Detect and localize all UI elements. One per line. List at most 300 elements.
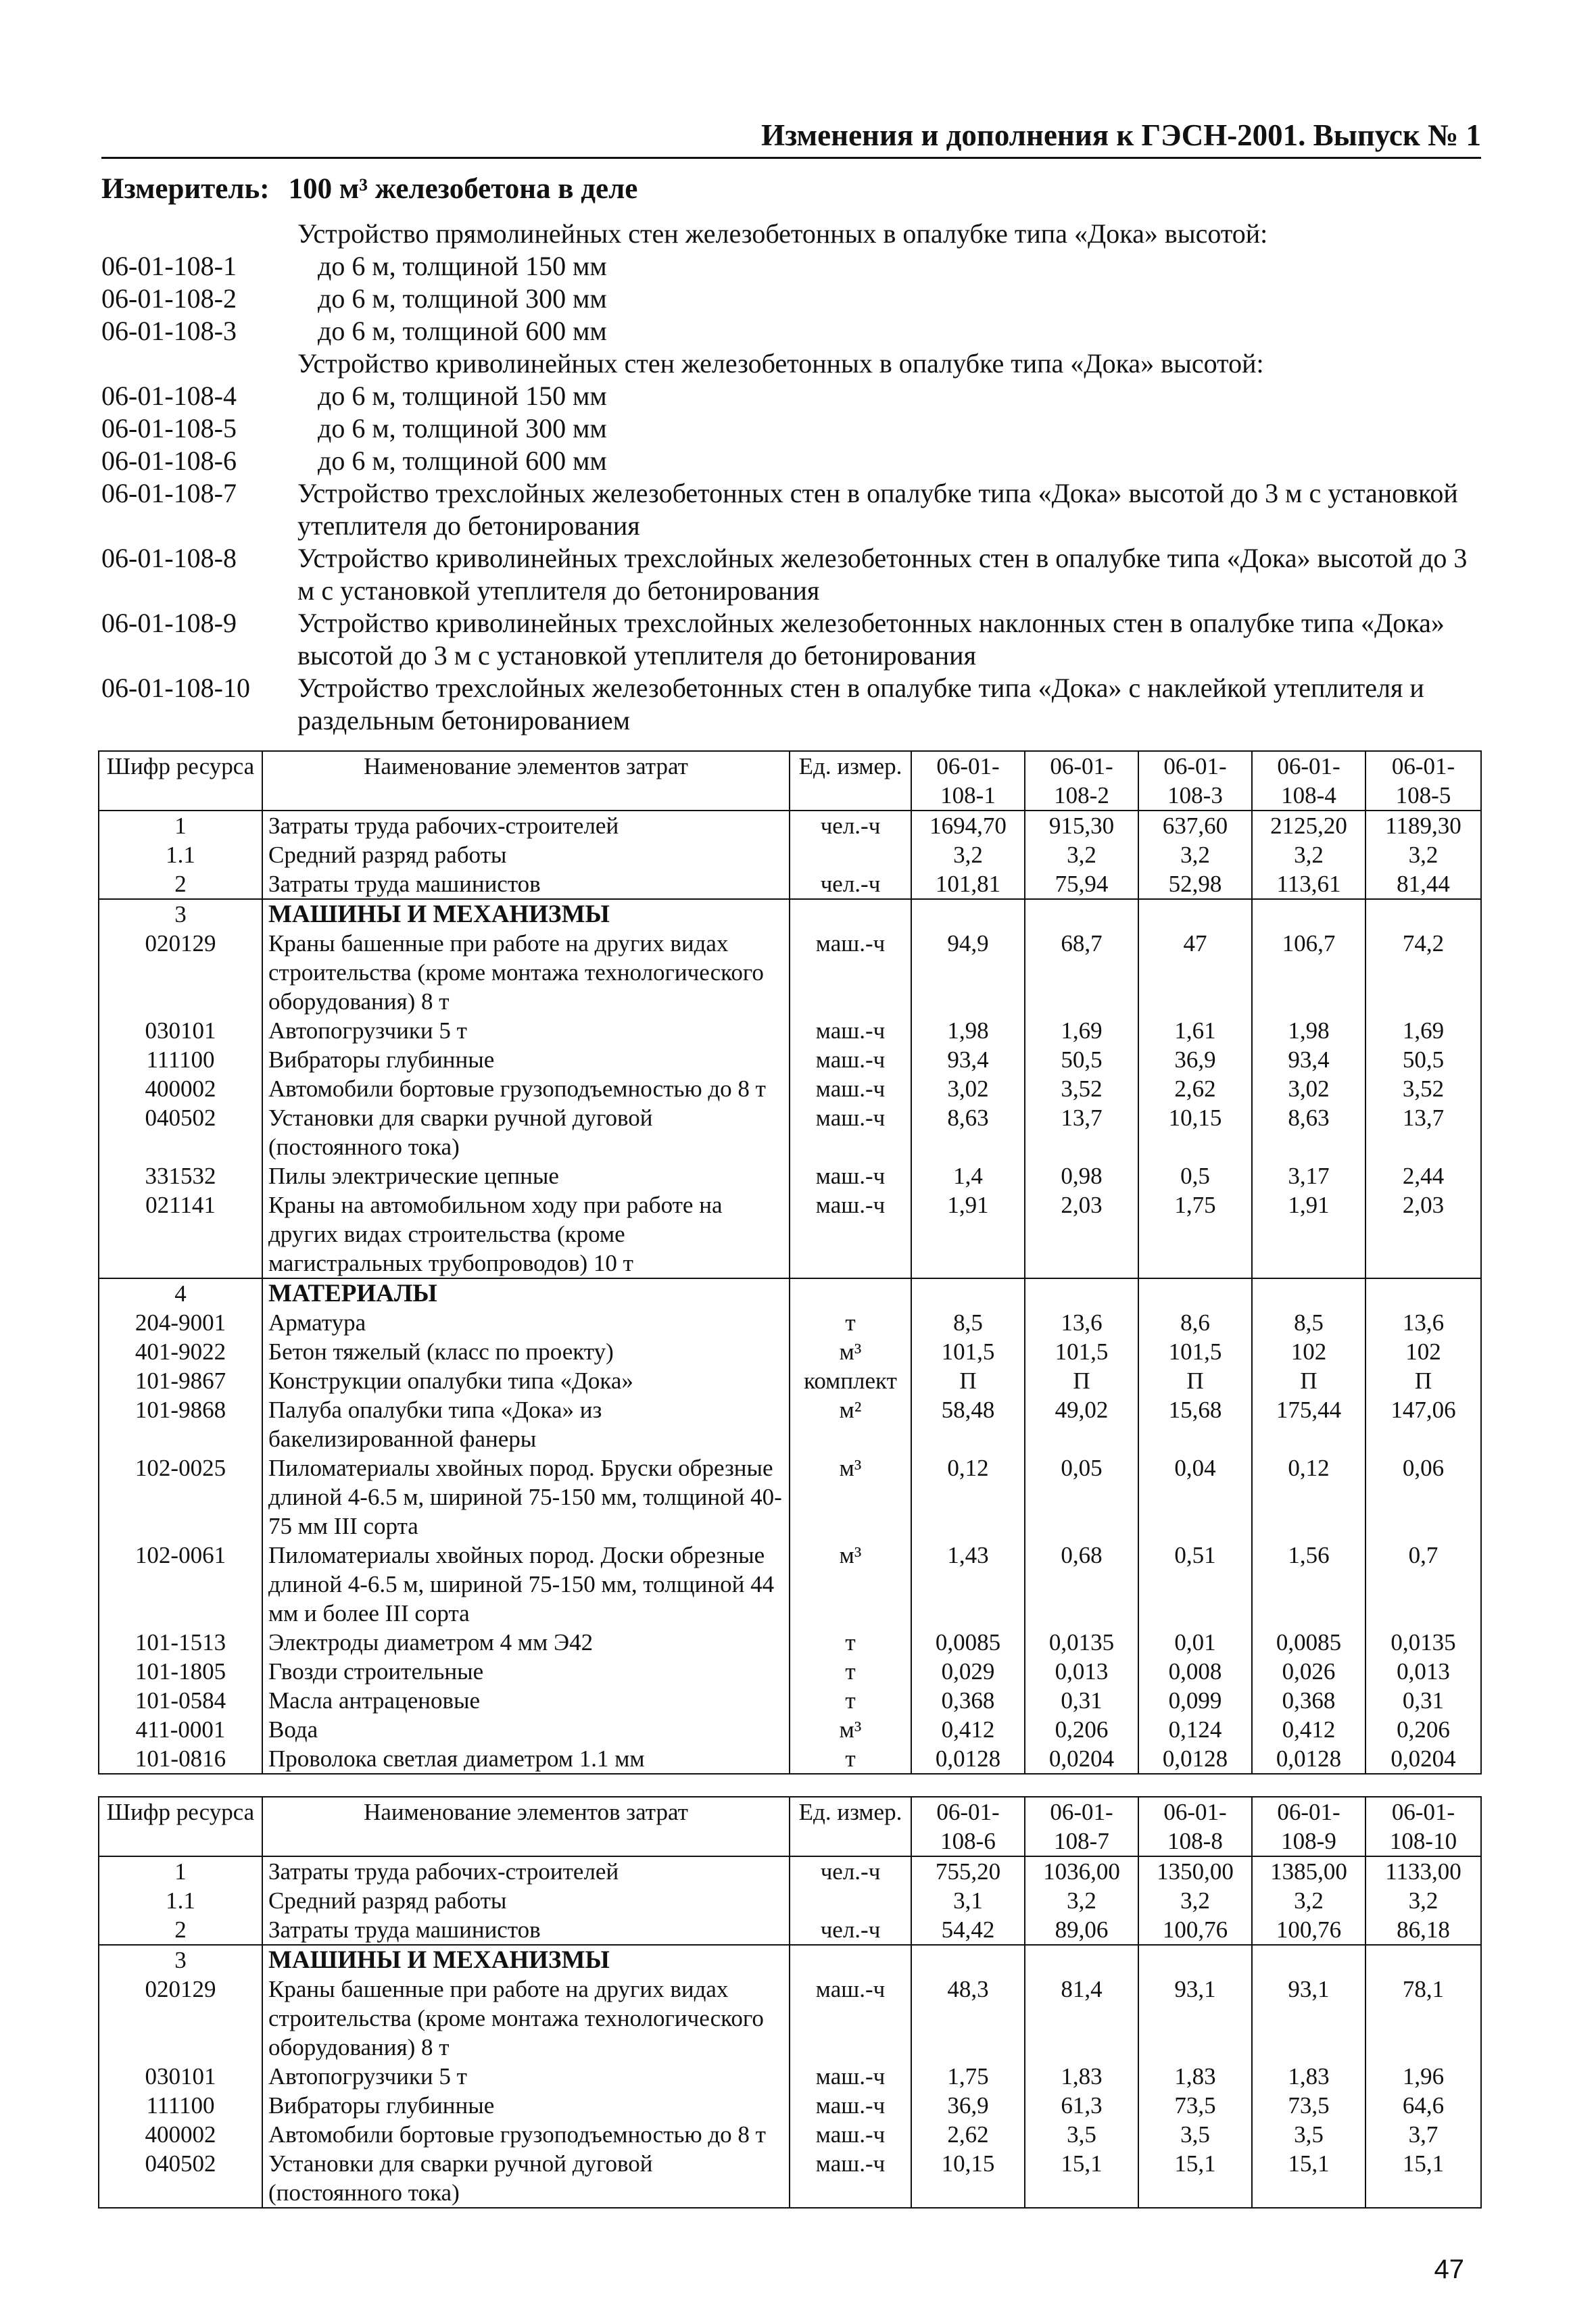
unit-of-measure: т bbox=[790, 1657, 911, 1686]
unit-of-measure bbox=[790, 1945, 911, 1975]
resource-code: 1.1 bbox=[99, 1886, 262, 1915]
column-header: Ед. измер. bbox=[790, 1797, 911, 1856]
table-row bbox=[99, 1395, 1481, 1453]
resource-code: 401-9022 bbox=[99, 1337, 262, 1366]
value-cell: 2,03 bbox=[1365, 1190, 1481, 1278]
code-line bbox=[101, 542, 1487, 607]
value-cell: 1,43 bbox=[911, 1541, 1025, 1628]
value-cell: 0,0128 bbox=[911, 1744, 1025, 1774]
value-cell: 15,1 bbox=[1025, 2149, 1138, 2208]
value-cell: 0,029 bbox=[911, 1657, 1025, 1686]
resource-name: Вибраторы глубинные bbox=[262, 2091, 790, 2120]
value-cell: 8,5 bbox=[911, 1308, 1025, 1337]
value-cell: 8,63 bbox=[911, 1103, 1025, 1161]
resource-name: Затраты труда машинистов bbox=[262, 1915, 790, 1945]
resource-name: МАШИНЫ И МЕХАНИЗМЫ bbox=[262, 899, 790, 929]
work-description: Устройство криволинейных стен железобетонных в опалубке типа «Дока» высотой: bbox=[297, 348, 1264, 379]
value-cell: 8,6 bbox=[1138, 1308, 1252, 1337]
column-header: 06-01-108-10 bbox=[1365, 1797, 1481, 1856]
value-cell: 1,98 bbox=[1252, 1016, 1365, 1045]
value-cell: 52,98 bbox=[1138, 869, 1252, 899]
value-cell: 0,98 bbox=[1025, 1161, 1138, 1190]
unit-of-measure: чел.-ч bbox=[790, 1915, 911, 1945]
value-cell: 3,2 bbox=[1252, 1886, 1365, 1915]
value-cell: 13,6 bbox=[1025, 1308, 1138, 1337]
value-cell: 73,5 bbox=[1252, 2091, 1365, 2120]
value-cell: 50,5 bbox=[1025, 1045, 1138, 1074]
value-cell: 3,52 bbox=[1025, 1074, 1138, 1103]
value-cell: 2,03 bbox=[1025, 1190, 1138, 1278]
value-cell: 78,1 bbox=[1365, 1975, 1481, 2062]
table-row bbox=[99, 1657, 1481, 1686]
unit-of-measure: маш.-ч bbox=[790, 1975, 911, 2062]
resource-name: Краны на автомобильном ходу при работе на других видах строительства (кроме магистральных трубопроводов) 10 т bbox=[262, 1190, 790, 1278]
value-cell bbox=[1025, 1278, 1138, 1308]
value-cell: 3,1 bbox=[911, 1886, 1025, 1915]
resource-code: 2 bbox=[99, 1915, 262, 1945]
measure-value: 100 м³ железобетона в деле bbox=[288, 173, 638, 205]
resource-name: Автопогрузчики 5 т bbox=[262, 1016, 790, 1045]
table-row bbox=[99, 2091, 1481, 2120]
value-cell: 73,5 bbox=[1138, 2091, 1252, 2120]
resource-name: Краны башенные при работе на других видах строительства (кроме монтажа технологического оборудования) 8 т bbox=[262, 1975, 790, 2062]
resource-name: Электроды диаметром 4 мм Э42 bbox=[262, 1628, 790, 1657]
value-cell bbox=[1365, 1945, 1481, 1975]
value-cell: 1,75 bbox=[1138, 1190, 1252, 1278]
unit-of-measure bbox=[790, 1886, 911, 1915]
value-cell: 2,62 bbox=[911, 2120, 1025, 2149]
value-cell: 1,83 bbox=[1252, 2062, 1365, 2091]
table-row bbox=[99, 1016, 1481, 1045]
value-cell: 0,01 bbox=[1138, 1628, 1252, 1657]
value-cell: 3,2 bbox=[1252, 840, 1365, 869]
value-cell: 93,4 bbox=[911, 1045, 1025, 1074]
unit-of-measure bbox=[790, 840, 911, 869]
value-cell: 68,7 bbox=[1025, 929, 1138, 1016]
page-number: 47 bbox=[1434, 2254, 1464, 2284]
unit-of-measure bbox=[790, 1278, 911, 1308]
value-cell: 0,31 bbox=[1365, 1686, 1481, 1715]
work-code: 06-01-108-9 bbox=[101, 608, 237, 638]
resource-code: 3 bbox=[99, 899, 262, 929]
value-cell: 3,2 bbox=[1138, 1886, 1252, 1915]
resource-name: Арматура bbox=[262, 1308, 790, 1337]
column-header: Наименование элементов затрат bbox=[262, 751, 790, 811]
value-cell: 0,206 bbox=[1365, 1715, 1481, 1744]
resource-name: Средний разряд работы bbox=[262, 1886, 790, 1915]
code-line bbox=[101, 672, 1487, 737]
value-cell: 36,9 bbox=[1138, 1045, 1252, 1074]
value-cell: 93,1 bbox=[1252, 1975, 1365, 2062]
code-line bbox=[101, 380, 1487, 412]
value-cell: 0,31 bbox=[1025, 1686, 1138, 1715]
column-header: 06-01-108-8 bbox=[1138, 1797, 1252, 1856]
value-cell: 0,026 bbox=[1252, 1657, 1365, 1686]
value-cell bbox=[911, 1945, 1025, 1975]
table-row bbox=[99, 2120, 1481, 2149]
value-cell: 13,7 bbox=[1365, 1103, 1481, 1161]
work-code: 06-01-108-6 bbox=[101, 445, 237, 476]
value-cell: 0,5 bbox=[1138, 1161, 1252, 1190]
resource-code: 331532 bbox=[99, 1161, 262, 1190]
resource-name: Бетон тяжелый (класс по проекту) bbox=[262, 1337, 790, 1366]
unit-of-measure: т bbox=[790, 1686, 911, 1715]
resource-name: Пиломатериалы хвойных пород. Бруски обрезные длиной 4-6.5 м, шириной 75-150 мм, толщиной 40-75 мм III сорта bbox=[262, 1453, 790, 1541]
value-cell: 15,1 bbox=[1138, 2149, 1252, 2208]
resource-code: 040502 bbox=[99, 2149, 262, 2208]
value-cell: 3,2 bbox=[911, 840, 1025, 869]
table-row bbox=[99, 811, 1481, 840]
value-cell: 1350,00 bbox=[1138, 1856, 1252, 1886]
resource-code: 020129 bbox=[99, 929, 262, 1016]
column-header: 06-01-108-4 bbox=[1252, 751, 1365, 811]
column-header: Шифр ресурса bbox=[99, 751, 262, 811]
resource-name: Вода bbox=[262, 1715, 790, 1744]
resource-table-1 bbox=[98, 750, 1482, 1775]
table-row bbox=[99, 1915, 1481, 1945]
resource-code: 030101 bbox=[99, 2062, 262, 2091]
value-cell: 1,75 bbox=[911, 2062, 1025, 2091]
code-line bbox=[101, 445, 1487, 477]
work-code: 06-01-108-8 bbox=[101, 543, 237, 573]
table-row bbox=[99, 1103, 1481, 1161]
value-cell: 3,17 bbox=[1252, 1161, 1365, 1190]
unit-of-measure: маш.-ч bbox=[790, 2149, 911, 2208]
resource-name: Автомобили бортовые грузоподъемностью до 8 т bbox=[262, 2120, 790, 2149]
value-cell: 0,099 bbox=[1138, 1686, 1252, 1715]
resource-code: 111100 bbox=[99, 2091, 262, 2120]
value-cell: 100,76 bbox=[1252, 1915, 1365, 1945]
resource-code: 040502 bbox=[99, 1103, 262, 1161]
column-header: 06-01-108-2 bbox=[1025, 751, 1138, 811]
value-cell: 93,1 bbox=[1138, 1975, 1252, 2062]
value-cell: 0,412 bbox=[1252, 1715, 1365, 1744]
value-cell: П bbox=[1138, 1366, 1252, 1395]
code-line bbox=[101, 218, 1487, 250]
value-cell: 1694,70 bbox=[911, 811, 1025, 840]
value-cell: 3,2 bbox=[1365, 1886, 1481, 1915]
resource-code: 101-9867 bbox=[99, 1366, 262, 1395]
work-description: до 6 м, толщиной 600 мм bbox=[318, 316, 607, 346]
value-cell: 3,52 bbox=[1365, 1074, 1481, 1103]
resource-name: Вибраторы глубинные bbox=[262, 1045, 790, 1074]
value-cell: 1,61 bbox=[1138, 1016, 1252, 1045]
value-cell: 3,2 bbox=[1025, 840, 1138, 869]
value-cell: 0,12 bbox=[1252, 1453, 1365, 1541]
work-code: 06-01-108-7 bbox=[101, 478, 237, 508]
unit-of-measure: чел.-ч bbox=[790, 1856, 911, 1886]
resource-code: 1.1 bbox=[99, 840, 262, 869]
unit-of-measure: маш.-ч bbox=[790, 929, 911, 1016]
value-cell: 0,0128 bbox=[1252, 1744, 1365, 1774]
table-header-row bbox=[99, 751, 1481, 811]
resource-name: Палуба опалубки типа «Дока» из бакелизированной фанеры bbox=[262, 1395, 790, 1453]
code-line bbox=[101, 250, 1487, 283]
unit-of-measure: м³ bbox=[790, 1715, 911, 1744]
value-cell: 3,5 bbox=[1025, 2120, 1138, 2149]
work-code bbox=[101, 218, 297, 250]
unit-of-measure: м² bbox=[790, 1395, 911, 1453]
value-cell: 0,7 bbox=[1365, 1541, 1481, 1628]
resource-name: Затраты труда рабочих-строителей bbox=[262, 811, 790, 840]
value-cell: 3,2 bbox=[1365, 840, 1481, 869]
value-cell: 1385,00 bbox=[1252, 1856, 1365, 1886]
section-row bbox=[99, 1278, 1481, 1308]
value-cell bbox=[1365, 1278, 1481, 1308]
table-row bbox=[99, 869, 1481, 899]
value-cell: 0,06 bbox=[1365, 1453, 1481, 1541]
table-row bbox=[99, 1686, 1481, 1715]
work-description: до 6 м, толщиной 300 мм bbox=[318, 283, 607, 314]
value-cell bbox=[1138, 899, 1252, 929]
unit-of-measure: маш.-ч bbox=[790, 1103, 911, 1161]
unit-of-measure: т bbox=[790, 1628, 911, 1657]
code-line bbox=[101, 607, 1487, 672]
resource-name: Установки для сварки ручной дуговой (постоянного тока) bbox=[262, 1103, 790, 1161]
unit-of-measure: маш.-ч bbox=[790, 2120, 911, 2149]
work-description: Устройство трехслойных железобетонных стен в опалубке типа «Дока» высотой до 3 м с установкой утеплителя до бетонирования bbox=[297, 478, 1458, 541]
value-cell: П bbox=[1252, 1366, 1365, 1395]
table-row bbox=[99, 1190, 1481, 1278]
unit-of-measure: маш.-ч bbox=[790, 1161, 911, 1190]
value-cell: 0,124 bbox=[1138, 1715, 1252, 1744]
unit-of-measure: м³ bbox=[790, 1541, 911, 1628]
value-cell: П bbox=[1365, 1366, 1481, 1395]
value-cell: 0,206 bbox=[1025, 1715, 1138, 1744]
value-cell bbox=[1138, 1945, 1252, 1975]
resource-name: Пиломатериалы хвойных пород. Доски обрезные длиной 4-6.5 м, шириной 75-150 мм, толщиной 44 мм и более III сорта bbox=[262, 1541, 790, 1628]
table-row bbox=[99, 1337, 1481, 1366]
value-cell bbox=[1252, 1945, 1365, 1975]
resource-code: 204-9001 bbox=[99, 1308, 262, 1337]
unit-of-measure: т bbox=[790, 1308, 911, 1337]
value-cell: 0,013 bbox=[1365, 1657, 1481, 1686]
resource-code: 400002 bbox=[99, 2120, 262, 2149]
value-cell: 81,4 bbox=[1025, 1975, 1138, 2062]
value-cell: 1,98 bbox=[911, 1016, 1025, 1045]
resource-name: Установки для сварки ручной дуговой (постоянного тока) bbox=[262, 2149, 790, 2208]
resource-code: 111100 bbox=[99, 1045, 262, 1074]
value-cell: 48,3 bbox=[911, 1975, 1025, 2062]
table-row bbox=[99, 1366, 1481, 1395]
value-cell bbox=[1252, 1278, 1365, 1308]
value-cell: 61,3 bbox=[1025, 2091, 1138, 2120]
value-cell: 101,5 bbox=[1025, 1337, 1138, 1366]
resource-name: Конструкции опалубки типа «Дока» bbox=[262, 1366, 790, 1395]
table-row bbox=[99, 1975, 1481, 2062]
unit-of-measure: чел.-ч bbox=[790, 811, 911, 840]
value-cell: 2125,20 bbox=[1252, 811, 1365, 840]
value-cell: 13,6 bbox=[1365, 1308, 1481, 1337]
resource-name: Автомобили бортовые грузоподъемностью до 8 т bbox=[262, 1074, 790, 1103]
work-code: 06-01-108-5 bbox=[101, 413, 237, 443]
value-cell: 0,0135 bbox=[1365, 1628, 1481, 1657]
value-cell bbox=[911, 1278, 1025, 1308]
value-cell: 100,76 bbox=[1138, 1915, 1252, 1945]
value-cell: 1133,00 bbox=[1365, 1856, 1481, 1886]
section-row bbox=[99, 1945, 1481, 1975]
unit-of-measure: маш.-ч bbox=[790, 2062, 911, 2091]
code-line bbox=[101, 347, 1487, 380]
work-description: Устройство прямолинейных стен железобетонных в опалубке типа «Дока» высотой: bbox=[297, 218, 1268, 249]
column-header: 06-01-108-3 bbox=[1138, 751, 1252, 811]
value-cell: 0,0085 bbox=[1252, 1628, 1365, 1657]
value-cell: 93,4 bbox=[1252, 1045, 1365, 1074]
value-cell: 3,7 bbox=[1365, 2120, 1481, 2149]
measure-label: Измеритель: bbox=[101, 173, 270, 205]
column-header: Ед. измер. bbox=[790, 751, 911, 811]
work-code: 06-01-108-1 bbox=[101, 251, 237, 281]
value-cell: 0,412 bbox=[911, 1715, 1025, 1744]
code-line bbox=[101, 315, 1487, 347]
value-cell: 0,04 bbox=[1138, 1453, 1252, 1541]
work-description: Устройство трехслойных железобетонных стен в опалубке типа «Дока» с наклейкой утеплителя и раздельным бетонированием bbox=[297, 673, 1424, 735]
resource-name: Затраты труда машинистов bbox=[262, 869, 790, 899]
resource-code: 101-0816 bbox=[99, 1744, 262, 1774]
value-cell: 50,5 bbox=[1365, 1045, 1481, 1074]
table-row bbox=[99, 1856, 1481, 1886]
work-code: 06-01-108-3 bbox=[101, 316, 237, 346]
value-cell: 0,0204 bbox=[1025, 1744, 1138, 1774]
value-cell: 1,56 bbox=[1252, 1541, 1365, 1628]
work-description: Устройство криволинейных трехслойных железобетонных наклонных стен в опалубке типа «Дока» высотой до 3 м с установкой утеплителя до бетонирования bbox=[297, 608, 1445, 671]
resource-name: Пилы электрические цепные bbox=[262, 1161, 790, 1190]
value-cell: 101,5 bbox=[1138, 1337, 1252, 1366]
value-cell: 1,91 bbox=[1252, 1190, 1365, 1278]
value-cell: 49,02 bbox=[1025, 1395, 1138, 1453]
value-cell: 0,0204 bbox=[1365, 1744, 1481, 1774]
table-row bbox=[99, 2062, 1481, 2091]
work-code: 06-01-108-2 bbox=[101, 283, 237, 314]
resource-code: 102-0025 bbox=[99, 1453, 262, 1541]
value-cell: 58,48 bbox=[911, 1395, 1025, 1453]
code-line bbox=[101, 477, 1487, 542]
value-cell: 101,5 bbox=[911, 1337, 1025, 1366]
value-cell: 1,83 bbox=[1025, 2062, 1138, 2091]
value-cell: 2,44 bbox=[1365, 1161, 1481, 1190]
value-cell: 47 bbox=[1138, 929, 1252, 1016]
resource-name: Затраты труда рабочих-строителей bbox=[262, 1856, 790, 1886]
value-cell: 81,44 bbox=[1365, 869, 1481, 899]
resource-code: 021141 bbox=[99, 1190, 262, 1278]
value-cell: 755,20 bbox=[911, 1856, 1025, 1886]
resource-name: МАТЕРИАЛЫ bbox=[262, 1278, 790, 1308]
value-cell: 8,5 bbox=[1252, 1308, 1365, 1337]
table-row bbox=[99, 1308, 1481, 1337]
value-cell: 15,1 bbox=[1365, 2149, 1481, 2208]
value-cell: 75,94 bbox=[1025, 869, 1138, 899]
resource-code: 101-0584 bbox=[99, 1686, 262, 1715]
unit-of-measure: комплект bbox=[790, 1366, 911, 1395]
table-row bbox=[99, 2149, 1481, 2208]
resource-code: 101-9868 bbox=[99, 1395, 262, 1453]
value-cell: 0,0135 bbox=[1025, 1628, 1138, 1657]
value-cell: П bbox=[911, 1366, 1025, 1395]
value-cell: 102 bbox=[1365, 1337, 1481, 1366]
column-header: 06-01-108-1 bbox=[911, 751, 1025, 811]
column-header: 06-01-108-5 bbox=[1365, 751, 1481, 811]
resource-name: Масла антраценовые bbox=[262, 1686, 790, 1715]
resource-code: 101-1513 bbox=[99, 1628, 262, 1657]
value-cell: 175,44 bbox=[1252, 1395, 1365, 1453]
value-cell: 1,83 bbox=[1138, 2062, 1252, 2091]
value-cell: 1,69 bbox=[1025, 1016, 1138, 1045]
work-description: до 6 м, толщиной 600 мм bbox=[318, 445, 607, 476]
unit-of-measure: маш.-ч bbox=[790, 1190, 911, 1278]
value-cell: 2,62 bbox=[1138, 1074, 1252, 1103]
resource-name: Проволока светлая диаметром 1.1 мм bbox=[262, 1744, 790, 1774]
table-row bbox=[99, 1628, 1481, 1657]
value-cell bbox=[1252, 899, 1365, 929]
table-row bbox=[99, 1886, 1481, 1915]
resource-code: 3 bbox=[99, 1945, 262, 1975]
section-row bbox=[99, 899, 1481, 929]
value-cell: П bbox=[1025, 1366, 1138, 1395]
unit-of-measure: т bbox=[790, 1744, 911, 1774]
value-cell: 0,008 bbox=[1138, 1657, 1252, 1686]
measure-line bbox=[101, 172, 637, 206]
unit-of-measure: маш.-ч bbox=[790, 2091, 911, 2120]
value-cell: 64,6 bbox=[1365, 2091, 1481, 2120]
work-description: до 6 м, толщиной 150 мм bbox=[318, 251, 607, 281]
column-header: 06-01-108-7 bbox=[1025, 1797, 1138, 1856]
value-cell: 0,05 bbox=[1025, 1453, 1138, 1541]
value-cell: 3,02 bbox=[911, 1074, 1025, 1103]
unit-of-measure: маш.-ч bbox=[790, 1016, 911, 1045]
value-cell: 10,15 bbox=[911, 2149, 1025, 2208]
value-cell: 3,2 bbox=[1025, 1886, 1138, 1915]
table-row bbox=[99, 1715, 1481, 1744]
value-cell: 0,12 bbox=[911, 1453, 1025, 1541]
resource-name: МАШИНЫ И МЕХАНИЗМЫ bbox=[262, 1945, 790, 1975]
table-row bbox=[99, 1541, 1481, 1628]
value-cell: 106,7 bbox=[1252, 929, 1365, 1016]
column-header: 06-01-108-6 bbox=[911, 1797, 1025, 1856]
value-cell: 86,18 bbox=[1365, 1915, 1481, 1945]
value-cell: 147,06 bbox=[1365, 1395, 1481, 1453]
value-cell: 637,60 bbox=[1138, 811, 1252, 840]
table-row bbox=[99, 929, 1481, 1016]
code-line bbox=[101, 283, 1487, 315]
value-cell: 1,96 bbox=[1365, 2062, 1481, 2091]
resource-name: Краны башенные при работе на других видах строительства (кроме монтажа технологического оборудования) 8 т bbox=[262, 929, 790, 1016]
value-cell: 1,4 bbox=[911, 1161, 1025, 1190]
value-cell: 101,81 bbox=[911, 869, 1025, 899]
resource-name: Автопогрузчики 5 т bbox=[262, 2062, 790, 2091]
value-cell: 0,368 bbox=[1252, 1686, 1365, 1715]
work-description: Устройство криволинейных трехслойных железобетонных стен в опалубке типа «Дока» высотой до 3 м с установкой утеплителя до бетонирования bbox=[297, 543, 1468, 606]
column-header: Наименование элементов затрат bbox=[262, 1797, 790, 1856]
resource-code: 400002 bbox=[99, 1074, 262, 1103]
value-cell: 3,5 bbox=[1252, 2120, 1365, 2149]
column-header: Шифр ресурса bbox=[99, 1797, 262, 1856]
value-cell: 0,368 bbox=[911, 1686, 1025, 1715]
value-cell: 3,02 bbox=[1252, 1074, 1365, 1103]
resource-code: 4 bbox=[99, 1278, 262, 1308]
value-cell: 0,0085 bbox=[911, 1628, 1025, 1657]
value-cell bbox=[1025, 899, 1138, 929]
value-cell: 89,06 bbox=[1025, 1915, 1138, 1945]
value-cell: 15,1 bbox=[1252, 2149, 1365, 2208]
resource-table-2 bbox=[98, 1796, 1482, 2209]
unit-of-measure: маш.-ч bbox=[790, 1074, 911, 1103]
page-header: Изменения и дополнения к ГЭСН-2001. Выпуск № 1 bbox=[101, 114, 1481, 159]
work-description: до 6 м, толщиной 300 мм bbox=[318, 413, 607, 443]
work-description: до 6 м, толщиной 150 мм bbox=[318, 381, 607, 411]
value-cell: 1,69 bbox=[1365, 1016, 1481, 1045]
resource-code: 030101 bbox=[99, 1016, 262, 1045]
column-header: 06-01-108-9 bbox=[1252, 1797, 1365, 1856]
